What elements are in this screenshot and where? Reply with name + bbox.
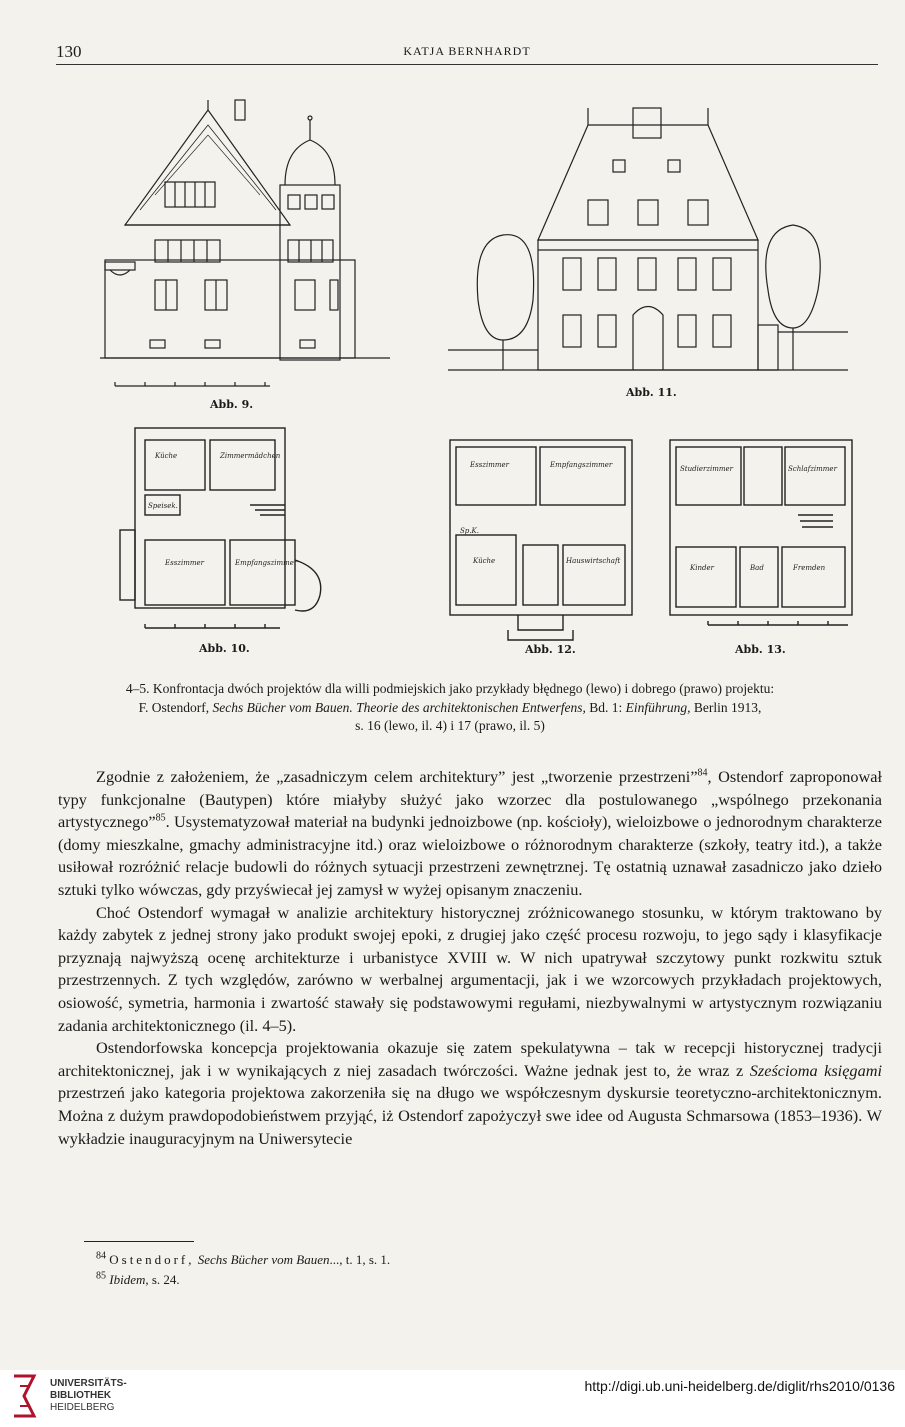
label-abb11: Abb. 11. — [626, 386, 677, 399]
plan12-room-2: Empfangszimmer — [550, 461, 613, 469]
caption-line-2: F. Ostendorf, Sechs Bücher vom Bauen. Theorie des architektonischen Entwerfens, Bd. 1: Einführung, Berlin 1913, — [138, 699, 762, 715]
source-url-link[interactable]: http://digi.ub.uni-heidelberg.de/diglit/rhs2010/0136 — [584, 1378, 895, 1394]
figure-abb9-elevation — [100, 90, 400, 411]
label-abb9: Abb. 9. — [210, 398, 254, 411]
plan13-room-5: Fremden — [793, 564, 826, 572]
plan10-room-1: Küche — [155, 452, 178, 460]
footnotes — [96, 1250, 390, 1290]
header-rule — [56, 64, 878, 65]
plan13-room-4: Bad — [750, 564, 764, 572]
footnote-rule — [84, 1241, 194, 1242]
plan10-room-2: Zimmermädchen — [220, 452, 281, 460]
plan12-room-5: Sp.K. — [460, 527, 479, 535]
plan10-room-5: Empfangszimmer — [235, 559, 298, 567]
label-abb13: Abb. 13. — [735, 643, 786, 656]
institution-name: UNIVERSITÄTS- BIBLIOTHEK HEIDELBERG — [50, 1378, 127, 1413]
plan12-room-1: Esszimmer — [470, 461, 509, 469]
plan12-room-4: Hauswirtschaft — [566, 557, 621, 565]
caption-line-3: s. 16 (lewo, il. 4) i 17 (prawo, il. 5) — [355, 718, 545, 733]
page-number: 130 — [56, 42, 82, 61]
caption-line-1: 4–5. Konfrontacja dwóch projektów dla willi podmiejskich jako przykłady błędnego (lewo) i dobrego (prawo) projektu: — [125, 681, 775, 696]
plan10-room-4: Esszimmer — [165, 559, 204, 567]
paragraph-3: Ostendorfowska koncepcja projektowania okazuje się zatem spekulatywna – tak w recepcji historycznej tradycji architektonicznej, jak i w wynikających z niej zasadach twórczości. Ważne jednak jest to, że wraz z Sześcioma księgami przestrzeń jako kategoria projektowa zakorzeniła się na długo we współczesnym dyskursie teoretyczno-architektonicznym. Można z dużym prawdopodobieństwem przyjąć, iż Ostendorf zapożyczył swe idee od Augusta Schmarsowa (1853–1936). W wykładzie inauguracyjnym na Uniwersytecie — [58, 1038, 882, 1148]
figure-abb12-plan — [448, 435, 638, 656]
paragraph-1: Zgodnie z założeniem, że „zasadniczym celem architektury” jest „tworzenie przestrzeni”$^{84}$, Ostendorf zaproponował typy funkcjonalne (Bautypen) które miałyby służyć jako wzorzec dla postulowanego „wspólnego przekonania artystycznego”$^{85}$. Usystematyzował materiał na budynki jednoizbowe (np. kościoły), wieloizbowe o jednorodnym charakterze (domy mieszkalne, gmachy administracyjne itd.) oraz wieloizbowe o różnorodnym charakterze (szkoły, teatry itd.), a także usiłował rozróżnić relacje budowli do różnych sytuacji przestrzeni zewnętrznej. Tę ostatnią uznawał zasadniczo jako dzieło sztuki tylko wówczas, gdy przyświecał jej zamysł w wyżej opisanym znaczeniu. — [58, 767, 882, 899]
label-abb10: Abb. 10. — [199, 642, 250, 655]
footnote-ref-84[interactable]: 84 — [697, 767, 708, 779]
plan13-room-3: Kinder — [690, 564, 714, 572]
footnote-ref-85[interactable]: 85 — [155, 812, 166, 824]
plan10-room-3: Speisek. — [148, 502, 178, 510]
plan13-room-2: Schlafzimmer — [788, 465, 837, 473]
footer — [0, 1370, 905, 1427]
figure-abb13-plan — [668, 435, 858, 656]
running-head: KATJA BERNHARDT — [403, 44, 531, 58]
page-header — [56, 42, 878, 66]
figure-caption — [60, 680, 840, 736]
plan12-room-3: Küche — [473, 557, 496, 565]
figure-abb11-elevation — [448, 100, 848, 399]
plan13-room-1: Studierzimmer — [680, 465, 734, 473]
figure-abb10-plan — [115, 420, 330, 655]
footnote-85: $^{85}$ Ibidem, s. 24. — [96, 1270, 180, 1287]
body-text — [58, 766, 882, 1150]
paragraph-2: Choć Ostendorf wymagał w analizie architektury historycznej zróżnicowanego stosunku, w którym traktowano by każdy zabytek z jednej strony jako produkt swojej epoki, z drugiej jako część procesu rozwoju, to jego sądy i klasyfikacje przyznają najwyższą ocenę architekturze i urbanistyce XVIII w. W nich upatrywał szczytowy punkt rozkwitu sztuk przestrzennych. Z tych względów, zarówno w werbalnej argumentacji, jak i we wzorcowych przykładach projektowych, osiowość, symetria, harmonia i zwartość stawały się podstawowymi regułami, niezbywalnymi w artystycznym rozwiązaniu zadania architektonicznego (il. 4–5). — [58, 902, 882, 1035]
footnote-84: $^{84}$ Ostendorf, Sechs Bücher vom Bauen..., t. 1, s. 1. — [96, 1250, 391, 1267]
label-abb12: Abb. 12. — [525, 643, 576, 656]
university-library-logo-icon — [8, 1370, 44, 1422]
